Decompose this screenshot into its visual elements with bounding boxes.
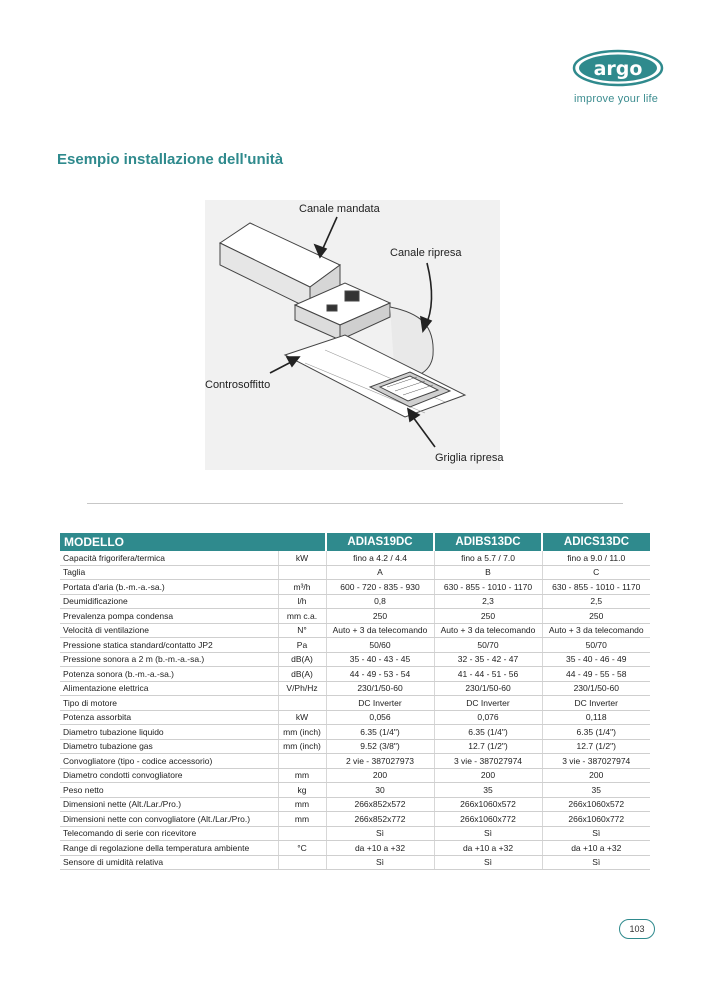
row-unit bbox=[278, 754, 326, 769]
row-value: B bbox=[434, 565, 542, 580]
row-value: 3 vie - 387027974 bbox=[542, 754, 650, 769]
row-value: 3 vie - 387027974 bbox=[434, 754, 542, 769]
row-value: 50/60 bbox=[326, 638, 434, 653]
row-value: 266x852x572 bbox=[326, 797, 434, 812]
row-value: 266x1060x772 bbox=[434, 812, 542, 827]
row-value: 35 - 40 - 46 - 49 bbox=[542, 652, 650, 667]
row-unit: dB(A) bbox=[278, 652, 326, 667]
row-unit: l/h bbox=[278, 594, 326, 609]
row-label: Potenza sonora (b.-m.-a.-sa.) bbox=[60, 667, 278, 682]
row-value: 35 bbox=[434, 783, 542, 798]
row-value: 250 bbox=[434, 609, 542, 624]
row-value: Auto + 3 da telecomando bbox=[326, 623, 434, 638]
row-value: Sì bbox=[434, 826, 542, 841]
row-label: Pressione sonora a 2 m (b.-m.-a.-sa.) bbox=[60, 652, 278, 667]
row-value: 266x1060x772 bbox=[542, 812, 650, 827]
row-value: da +10 a +32 bbox=[326, 841, 434, 856]
divider bbox=[87, 503, 623, 504]
row-unit: kg bbox=[278, 783, 326, 798]
row-unit: mm bbox=[278, 768, 326, 783]
row-unit bbox=[278, 696, 326, 711]
row-label: Pressione statica standard/contatto JP2 bbox=[60, 638, 278, 653]
row-value: fino a 5.7 / 7.0 bbox=[434, 551, 542, 565]
row-value: Sì bbox=[326, 826, 434, 841]
row-value: 44 - 49 - 53 - 54 bbox=[326, 667, 434, 682]
row-label: Diametro condotti convogliatore bbox=[60, 768, 278, 783]
row-value: 9.52 (3/8") bbox=[326, 739, 434, 754]
table-row bbox=[60, 739, 650, 754]
row-value: fino a 9.0 / 11.0 bbox=[542, 551, 650, 565]
row-value: 230/1/50-60 bbox=[326, 681, 434, 696]
row-value: 0,076 bbox=[434, 710, 542, 725]
row-label: Diametro tubazione gas bbox=[60, 739, 278, 754]
table-row bbox=[60, 754, 650, 769]
table-row bbox=[60, 551, 650, 565]
header-model-3: ADICS13DC bbox=[542, 533, 650, 551]
row-value: 200 bbox=[434, 768, 542, 783]
row-unit: kW bbox=[278, 551, 326, 565]
table-row bbox=[60, 768, 650, 783]
row-unit: mm c.a. bbox=[278, 609, 326, 624]
row-value: 0,8 bbox=[326, 594, 434, 609]
row-value: 2 vie - 387027973 bbox=[326, 754, 434, 769]
row-value: DC Inverter bbox=[434, 696, 542, 711]
table-row bbox=[60, 710, 650, 725]
row-unit: mm (inch) bbox=[278, 739, 326, 754]
row-unit bbox=[278, 565, 326, 580]
row-value: 2,5 bbox=[542, 594, 650, 609]
table-row bbox=[60, 638, 650, 653]
row-value: 41 - 44 - 51 - 56 bbox=[434, 667, 542, 682]
row-value: 6.35 (1/4") bbox=[434, 725, 542, 740]
row-value: 266x1060x572 bbox=[542, 797, 650, 812]
row-value: 30 bbox=[326, 783, 434, 798]
row-label: Sensore di umidità relativa bbox=[60, 855, 278, 870]
table-row bbox=[60, 594, 650, 609]
row-value: 50/70 bbox=[542, 638, 650, 653]
row-label: Capacità frigorifera/termica bbox=[60, 551, 278, 565]
row-value: da +10 a +32 bbox=[542, 841, 650, 856]
row-label: Telecomando di serie con ricevitore bbox=[60, 826, 278, 841]
table-row bbox=[60, 652, 650, 667]
table-row bbox=[60, 841, 650, 856]
row-value: 250 bbox=[542, 609, 650, 624]
row-value: Sì bbox=[434, 855, 542, 870]
row-value: 50/70 bbox=[434, 638, 542, 653]
row-unit: m³/h bbox=[278, 580, 326, 595]
section-title: Esempio installazione dell'unità bbox=[57, 151, 284, 168]
row-value: 0,118 bbox=[542, 710, 650, 725]
table-header-row bbox=[60, 533, 650, 551]
table-row bbox=[60, 667, 650, 682]
label-canale-ripresa: Canale ripresa bbox=[390, 247, 462, 259]
label-controsoffitto: Controsoffitto bbox=[205, 379, 271, 391]
row-value: da +10 a +32 bbox=[434, 841, 542, 856]
table-row bbox=[60, 797, 650, 812]
table-row bbox=[60, 696, 650, 711]
page-number: 103 bbox=[619, 919, 655, 939]
row-unit bbox=[278, 855, 326, 870]
row-label: Range di regolazione della temperatura ambiente bbox=[60, 841, 278, 856]
row-value: DC Inverter bbox=[542, 696, 650, 711]
row-value: Sì bbox=[542, 826, 650, 841]
row-value: 12.7 (1/2") bbox=[542, 739, 650, 754]
row-value: 200 bbox=[542, 768, 650, 783]
table-row bbox=[60, 609, 650, 624]
row-unit: mm bbox=[278, 797, 326, 812]
row-label: Alimentazione elettrica bbox=[60, 681, 278, 696]
row-unit: kW bbox=[278, 710, 326, 725]
row-value: 0,056 bbox=[326, 710, 434, 725]
row-label: Tipo di motore bbox=[60, 696, 278, 711]
row-unit: N° bbox=[278, 623, 326, 638]
table-row bbox=[60, 565, 650, 580]
row-value: 35 - 40 - 43 - 45 bbox=[326, 652, 434, 667]
row-unit: dB(A) bbox=[278, 667, 326, 682]
row-value: 44 - 49 - 55 - 58 bbox=[542, 667, 650, 682]
table-row bbox=[60, 812, 650, 827]
table-body bbox=[60, 551, 650, 870]
row-value: 32 - 35 - 42 - 47 bbox=[434, 652, 542, 667]
row-value: 250 bbox=[326, 609, 434, 624]
row-value: Sì bbox=[326, 855, 434, 870]
row-unit: V/Ph/Hz bbox=[278, 681, 326, 696]
spec-table bbox=[60, 533, 650, 870]
row-label: Peso netto bbox=[60, 783, 278, 798]
row-label: Velocità di ventilazione bbox=[60, 623, 278, 638]
table-row bbox=[60, 580, 650, 595]
row-value: 12.7 (1/2") bbox=[434, 739, 542, 754]
installation-diagram bbox=[195, 195, 525, 475]
label-griglia-ripresa: Griglia ripresa bbox=[435, 452, 504, 464]
table-row bbox=[60, 783, 650, 798]
row-value: Sì bbox=[542, 855, 650, 870]
row-value: A bbox=[326, 565, 434, 580]
table-row bbox=[60, 725, 650, 740]
row-value: 600 - 720 - 835 - 930 bbox=[326, 580, 434, 595]
row-value: 6.35 (1/4") bbox=[542, 725, 650, 740]
header-model-2: ADIBS13DC bbox=[434, 533, 542, 551]
row-label: Dimensioni nette con convogliatore (Alt./Lar./Pro.) bbox=[60, 812, 278, 827]
row-label: Potenza assorbita bbox=[60, 710, 278, 725]
row-value: Auto + 3 da telecomando bbox=[542, 623, 650, 638]
row-label: Taglia bbox=[60, 565, 278, 580]
row-value: Auto + 3 da telecomando bbox=[434, 623, 542, 638]
row-unit: Pa bbox=[278, 638, 326, 653]
table-row bbox=[60, 826, 650, 841]
row-value: fino a 4.2 / 4.4 bbox=[326, 551, 434, 565]
row-unit: mm bbox=[278, 812, 326, 827]
row-label: Portata d'aria (b.-m.-a.-sa.) bbox=[60, 580, 278, 595]
row-value: 266x852x772 bbox=[326, 812, 434, 827]
table-row bbox=[60, 855, 650, 870]
label-canale-mandata: Canale mandata bbox=[299, 203, 380, 215]
table-row bbox=[60, 623, 650, 638]
row-value: 266x1060x572 bbox=[434, 797, 542, 812]
header-modello: MODELLO bbox=[60, 533, 326, 551]
row-label: Diametro tubazione liquido bbox=[60, 725, 278, 740]
row-value: 200 bbox=[326, 768, 434, 783]
argo-logo bbox=[572, 48, 664, 88]
row-value: 630 - 855 - 1010 - 1170 bbox=[434, 580, 542, 595]
logo-text: argo bbox=[593, 58, 643, 80]
row-label: Convogliatore (tipo - codice accessorio) bbox=[60, 754, 278, 769]
brand-tagline: improve your life bbox=[574, 93, 659, 105]
row-label: Dimensioni nette (Alt./Lar./Pro.) bbox=[60, 797, 278, 812]
row-value: DC Inverter bbox=[326, 696, 434, 711]
row-unit bbox=[278, 826, 326, 841]
row-value: 35 bbox=[542, 783, 650, 798]
row-value: 2,3 bbox=[434, 594, 542, 609]
row-value: 230/1/50-60 bbox=[542, 681, 650, 696]
row-unit: mm (inch) bbox=[278, 725, 326, 740]
header-model-1: ADIAS19DC bbox=[326, 533, 434, 551]
row-label: Prevalenza pompa condensa bbox=[60, 609, 278, 624]
table-row bbox=[60, 681, 650, 696]
row-value: 630 - 855 - 1010 - 1170 bbox=[542, 580, 650, 595]
row-value: 230/1/50-60 bbox=[434, 681, 542, 696]
row-value: 6.35 (1/4") bbox=[326, 725, 434, 740]
row-label: Deumidificazione bbox=[60, 594, 278, 609]
row-unit: °C bbox=[278, 841, 326, 856]
row-value: C bbox=[542, 565, 650, 580]
